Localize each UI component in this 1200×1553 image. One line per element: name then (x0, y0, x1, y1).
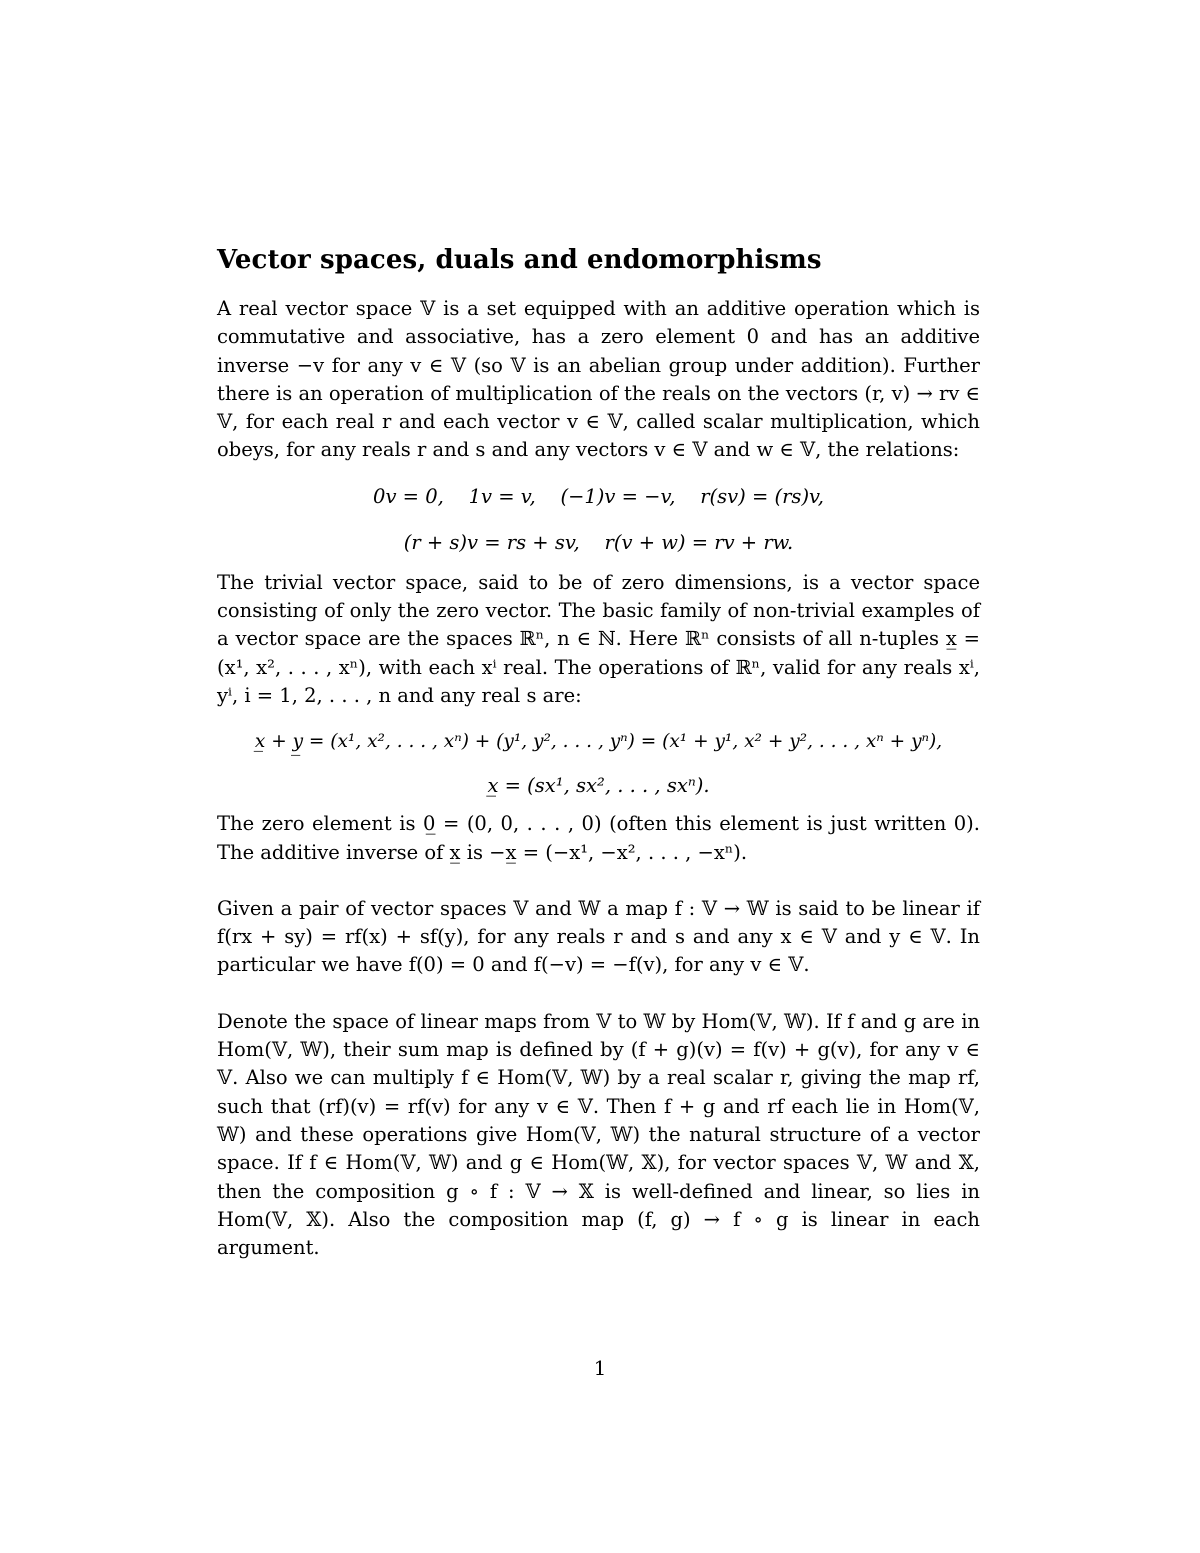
paragraph-linear-maps: Given a pair of vector spaces 𝕍 and 𝕎 a map f : 𝕍 → 𝕎 is said to be linear if f(rx + sy) = rf(x) + sf(y), for any reals r and s and any x ∈ 𝕍 and y ∈ 𝕍. In particular we have f(0) = 0 and f(−v) = −f(v), for any v ∈ 𝕍. (217, 896, 980, 977)
equation-rn-scalar: x̲ = (sx¹, sx², . . . , sxⁿ). (487, 774, 710, 798)
paragraph-zero-element: The zero element is 0̲ = (0, 0, . . . , 0) (often this element is just written 0). The additive inverse of x̲ is −x̲ = (−x¹, −x², . . . , −xⁿ). (217, 812, 980, 864)
paragraph-gap (217, 867, 980, 895)
paragraph-trivial-and-rn: The trivial vector space, said to be of zero dimensions, is a vector space consisting of only the zero vector. The basic family of non-trivial examples of a vector space are the spaces ℝⁿ, n ∈ ℕ. Here ℝⁿ consists of all n-tuples x̲ = (x¹, x², . . . , xⁿ), with each xⁱ real. The operations of ℝⁿ, valid for any reals xⁱ, yⁱ, i = 1, 2, . . . , n and any real s are: (217, 570, 980, 707)
equation-scalar-relations-2: (r + s)v = rs + sv, r(v + w) = rv + rw. (403, 530, 794, 554)
equation-rn-addition: x̲ + y̲ = (x¹, x², . . . , xⁿ) + (y¹, y², . . . , yⁿ) = (x¹ + y¹, x² + y², . . . , xⁿ + yⁿ), (254, 731, 943, 753)
page-content (217, 243, 980, 1262)
equation-scalar-relations-1: 0v = 0, 1v = v, (−1)v = −v, r(sv) = (rs)v, (373, 484, 824, 508)
paragraph-hom-space: Denote the space of linear maps from 𝕍 to 𝕎 by Hom(𝕍, 𝕎). If f and g are in Hom(𝕍, 𝕎), their sum map is defined by (f + g)(v) = f(v) + g(v), for any v ∈ 𝕍. Also we can multiply f ∈ Hom(𝕍, 𝕎) by a real scalar r, giving the map rf, such that (rf)(v) = rf(v) for any v ∈ 𝕍. Then f + g and rf each lie in Hom(𝕍, 𝕎) and these operations give Hom(𝕍, 𝕎) the natural structure of a vector space. If f ∈ Hom(𝕍, 𝕎) and g ∈ Hom(𝕎, 𝕏), for vector spaces 𝕍, 𝕎 and 𝕏, then the composition g ∘ f : 𝕍 → 𝕏 is well-defined and linear, so lies in Hom(𝕍, 𝕏). Also the composition map (f, g) → f ∘ g is linear in each argument. (217, 1009, 980, 1260)
section-title: Vector spaces, duals and endomorphisms (217, 245, 822, 275)
paragraph-vector-space-definition: A real vector space 𝕍 is a set equipped with an additive operation which is commutative and associative, has a zero element 0 and has an additive inverse −v for any v ∈ 𝕍 (so 𝕍 is an abelian group under addition). Further there is an operation of multiplication of the reals on the vectors (r, v) → rv ∈ 𝕍, for each real r and each vector v ∈ 𝕍, called scalar multiplication, which obeys, for any reals r and s and any vectors v ∈ 𝕍 and w ∈ 𝕍, the relations: (217, 297, 980, 462)
page-number: 1 (593, 1356, 607, 1380)
paragraph-gap (217, 980, 980, 1008)
